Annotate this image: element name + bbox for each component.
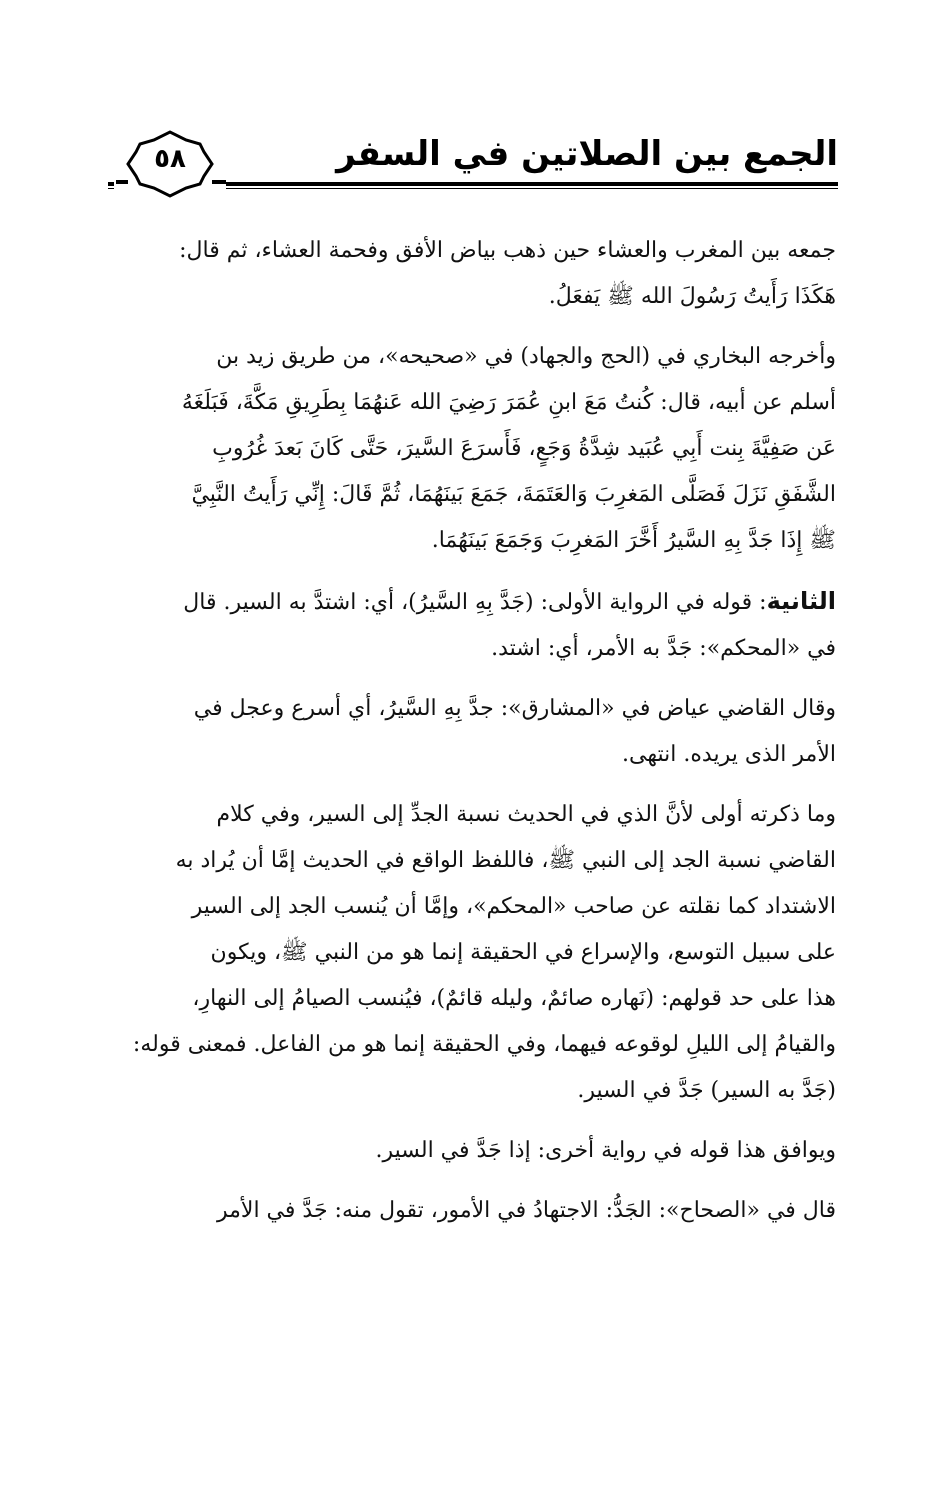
text-line: ويوافق هذا قوله في رواية أخرى: إذا جَدَّ في السير.: [375, 1138, 836, 1163]
text-run: : قوله في الرواية الأولى: (جَدَّ بِهِ السَّيرُ)، أي: اشتدَّ به السير. قال: [183, 590, 767, 615]
text-line: وما ذكرته أولى لأنَّ الذي في الحديث نسبة الجدِّ إلى السير، وفي كلام: [216, 802, 836, 827]
text-line: جمعه بين المغرب والعشاء حين ذهب بياض الأفق وفحمة العشاء، ثم قال:: [179, 238, 836, 263]
paragraph: [116, 792, 836, 1114]
text-line: في «المحكم»: جَدَّ به الأمر، أي: اشتد.: [491, 636, 836, 661]
text-line: قال في «الصحاح»: الجَدُّ: الاجتهادُ في الأمور، تقول منه: جَدَّ في الأمر: [216, 1198, 836, 1223]
section-label: الثانية: [766, 587, 836, 615]
paragraph: [116, 686, 836, 778]
text-line: أسلم عن أبيه، قال: كُنتُ مَعَ ابنِ عُمَرَ رَضِيَ الله عَنهُمَا بِطَرِيقِ مَكَّةَ، فَبَلَغَهُ: [181, 390, 836, 415]
text-line: هذا على حد قولهم: (نَهاره صائمٌ، وليله قائمٌ)، فيُنسب الصيامُ إلى النهارِ،: [192, 986, 836, 1011]
text-line: ﷺ إِذَا جَدَّ بِهِ السَّيرُ أَخَّرَ المَغرِبَ وَجَمَعَ بَينَهُمَا.: [431, 528, 836, 553]
text-line: وأخرجه البخاري في (الحج والجهاد) في «صحيحه»، من طريق زيد بن: [216, 344, 836, 369]
text-line: هَكَذَا رَأَيتُ رَسُولَ الله ﷺ يَفعَلُ.: [548, 284, 836, 309]
paragraph: [116, 1188, 836, 1234]
paragraph: [116, 334, 836, 564]
paragraph: [116, 578, 836, 672]
text-line: القاضي نسبة الجد إلى النبي ﷺ، فاللفظ الواقع في الحديث إمَّا أن يُراد به: [175, 848, 836, 873]
text-line: وقال القاضي عياض في «المشارق»: جدَّ بِهِ السَّيرُ، أي أسرع وعجل في: [193, 696, 836, 721]
running-title: الجمع بين الصلاتين في السفر: [336, 134, 838, 174]
page-header: [108, 130, 838, 194]
body-text: [116, 228, 836, 1248]
text-line: [116, 578, 836, 626]
text-line: عَن صَفِيَّةَ بِنت أَبِي عُبَيد شِدَّةُ وَجَعٍ، فَأَسرَعَ السَّيرَ، حَتَّى كَانَ بَعدَ غُرُوبِ: [212, 436, 836, 461]
text-line: الشَّفَقِ نَزَلَ فَصَلَّى المَغرِبَ وَالعَتَمَةَ، جَمَعَ بَينَهُمَا، ثُمَّ قَالَ: إِنِّي رَأَيتُ النَّبِيَّ: [191, 482, 836, 507]
text-line: (جَدَّ به السير) جَدَّ في السير.: [577, 1078, 836, 1103]
page-number-badge: [114, 124, 226, 198]
page-number: ٥٨: [154, 144, 186, 174]
text-line: الاشتداد كما نقلته عن صاحب «المحكم»، وإمَّا أن يُنسب الجد إلى السير: [191, 894, 836, 919]
text-line: على سبيل التوسع، والإسراع في الحقيقة إنما هو من النبي ﷺ، ويكون: [210, 940, 836, 965]
paragraph: [116, 228, 836, 320]
text-line: الأمر الذى يريده. انتهى.: [622, 742, 836, 767]
paragraph: [116, 1128, 836, 1174]
text-line: والقيامُ إلى الليلِ لوقوعه فيهما، وفي الحقيقة إنما هو من الفاعل. فمعنى قوله:: [132, 1032, 836, 1057]
